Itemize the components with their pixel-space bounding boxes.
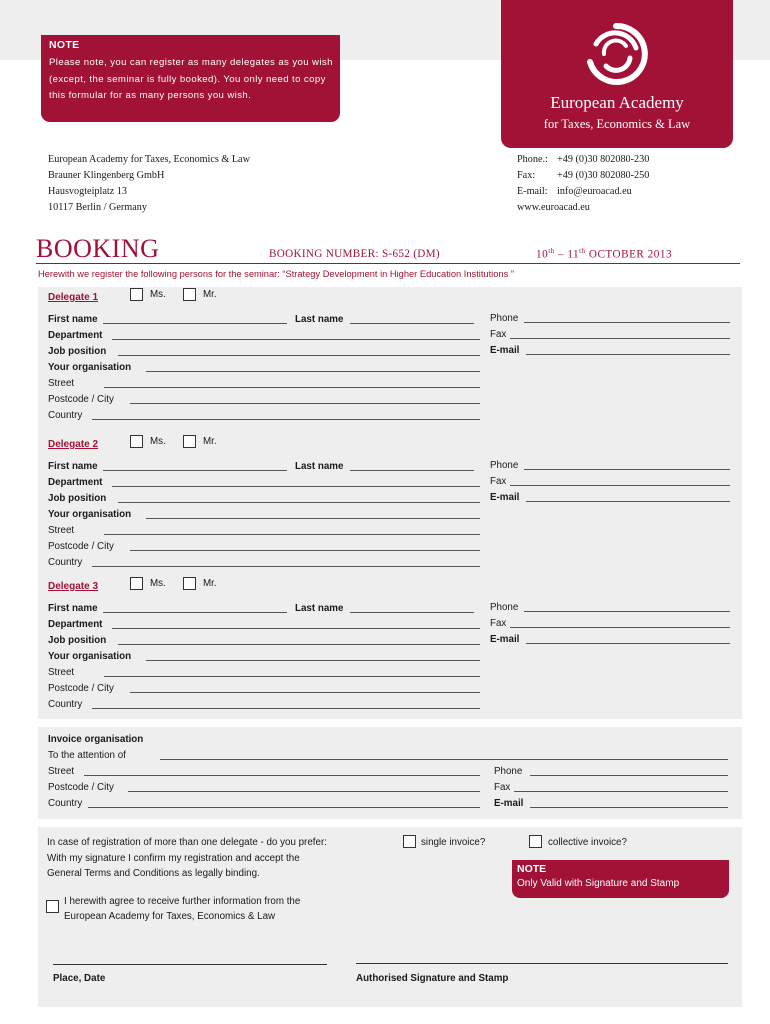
delegate-3-first-name-field[interactable] bbox=[103, 612, 287, 613]
invoice-street-field[interactable] bbox=[84, 775, 480, 776]
phone-label: Phone bbox=[490, 460, 519, 471]
email-label: E-mail bbox=[490, 345, 520, 356]
delegate-2-ms-checkbox[interactable] bbox=[130, 435, 143, 448]
single-invoice-checkbox[interactable] bbox=[403, 835, 416, 848]
ms-label: Ms. bbox=[150, 289, 166, 300]
your-organisation-label: Your organisation bbox=[48, 509, 132, 520]
email-label: E-mail: bbox=[517, 186, 548, 197]
booking-number: BOOKING NUMBER: S-652 (DM) bbox=[269, 248, 440, 260]
delegate-3-country-field[interactable] bbox=[92, 708, 480, 709]
intro-text: Herewith we register the following persons for the seminar: “Strategy Development in Higher Education Institutions ” bbox=[38, 269, 514, 279]
delegate-2-street-field[interactable] bbox=[104, 534, 480, 535]
address-line: Brauner Klingenberg GmbH bbox=[48, 170, 165, 181]
delegate-3-email-field[interactable] bbox=[526, 643, 730, 644]
signature-text-line1: With my signature I confirm my registration and accept the bbox=[47, 853, 300, 864]
place-date-field[interactable] bbox=[53, 964, 327, 965]
job-position-label: Job position bbox=[48, 346, 107, 357]
job-position-label: Job position bbox=[48, 635, 107, 646]
delegate-1-mr-checkbox[interactable] bbox=[183, 288, 196, 301]
delegate-1-country-field[interactable] bbox=[92, 419, 480, 420]
invoice-panel bbox=[38, 727, 742, 819]
fax-label: Fax bbox=[490, 476, 507, 487]
street-label: Street bbox=[48, 525, 75, 536]
invoice-phone-label: Phone bbox=[494, 766, 523, 777]
first-name-label: First name bbox=[48, 603, 98, 614]
delegate-3-mr-checkbox[interactable] bbox=[183, 577, 196, 590]
note-text: Please note, you can register as many delegates as you wish (except, the seminar is fully booked). You only need to copy this formular for as many persons you wish. bbox=[49, 57, 333, 101]
invoice-email-label: E-mail bbox=[494, 798, 524, 809]
last-name-label: Last name bbox=[295, 603, 344, 614]
delegate-1-last-name-field[interactable] bbox=[350, 323, 474, 324]
booking-title: BOOKING bbox=[36, 234, 160, 263]
postcode-city-label: Postcode / City bbox=[48, 541, 114, 552]
delegate-label-2: Delegate 2 bbox=[48, 439, 99, 450]
delegate-3-ms-checkbox[interactable] bbox=[130, 577, 143, 590]
mr-label: Mr. bbox=[203, 436, 217, 447]
place-date-label: Place, Date bbox=[53, 973, 106, 984]
mr-label: Mr. bbox=[203, 578, 217, 589]
signature-note bbox=[512, 860, 729, 898]
collective-invoice-label: collective invoice? bbox=[548, 837, 627, 848]
note-box bbox=[41, 35, 340, 122]
delegate-1-fax-field[interactable] bbox=[510, 338, 730, 339]
invoice-country-label: Country bbox=[48, 798, 83, 809]
phone-label: Phone bbox=[490, 602, 519, 613]
last-name-label: Last name bbox=[295, 314, 344, 325]
mr-label: Mr. bbox=[203, 289, 217, 300]
signature-text-line2: General Terms and Conditions as legally binding. bbox=[47, 868, 260, 879]
invoice-country-field[interactable] bbox=[88, 807, 480, 808]
delegate-1-first-name-field[interactable] bbox=[103, 323, 287, 324]
delegate-2-job-position-field[interactable] bbox=[118, 502, 480, 503]
department-label: Department bbox=[48, 477, 103, 488]
delegate-3-postcode-city-field[interactable] bbox=[130, 692, 480, 693]
your-organisation-label: Your organisation bbox=[48, 362, 132, 373]
delegate-3-your-organisation-field[interactable] bbox=[146, 660, 480, 661]
invoice-postcode-field[interactable] bbox=[128, 791, 480, 792]
address-line: Hausvogteiplatz 13 bbox=[48, 186, 127, 197]
delegate-2-your-organisation-field[interactable] bbox=[146, 518, 480, 519]
signature-note-text: Only Valid with Signature and Stamp bbox=[517, 878, 680, 889]
invoice-email-field[interactable] bbox=[530, 807, 728, 808]
country-label: Country bbox=[48, 410, 83, 421]
your-organisation-label: Your organisation bbox=[48, 651, 132, 662]
delegate-3-last-name-field[interactable] bbox=[350, 612, 474, 613]
delegate-3-fax-field[interactable] bbox=[510, 627, 730, 628]
country-label: Country bbox=[48, 557, 83, 568]
delegate-1-street-field[interactable] bbox=[104, 387, 480, 388]
collective-invoice-checkbox[interactable] bbox=[529, 835, 542, 848]
fax-label: Fax bbox=[490, 329, 507, 340]
street-label: Street bbox=[48, 667, 75, 678]
invoice-question: In case of registration of more than one delegate - do you prefer: bbox=[47, 837, 327, 848]
fax-label: Fax bbox=[490, 618, 507, 629]
delegate-3-phone-field[interactable] bbox=[524, 611, 730, 612]
delegate-1-ms-checkbox[interactable] bbox=[130, 288, 143, 301]
logo-subtitle: for Taxes, Economics & Law bbox=[543, 117, 691, 131]
street-label: Street bbox=[48, 378, 75, 389]
delegate-2-postcode-city-field[interactable] bbox=[130, 550, 480, 551]
delegate-3-department-field[interactable] bbox=[112, 628, 480, 629]
signature-label: Authorised Signature and Stamp bbox=[356, 973, 509, 984]
fax-label: Fax: bbox=[517, 170, 536, 181]
address-block bbox=[48, 152, 250, 216]
delegate-1-your-organisation-field[interactable] bbox=[146, 371, 480, 372]
delegate-1-postcode-city-field[interactable] bbox=[130, 403, 480, 404]
booking-date: 10th – 11th OCTOBER 2013 bbox=[536, 247, 673, 261]
delegate-2-mr-checkbox[interactable] bbox=[183, 435, 196, 448]
postcode-city-label: Postcode / City bbox=[48, 394, 114, 405]
agree-checkbox[interactable] bbox=[46, 900, 59, 913]
logo bbox=[501, 0, 733, 148]
swirl-icon bbox=[584, 22, 648, 86]
delegate-2-phone-field[interactable] bbox=[524, 469, 730, 470]
phone-label: Phone.: bbox=[517, 154, 548, 165]
delegate-1-phone-field[interactable] bbox=[524, 322, 730, 323]
email-label: E-mail bbox=[490, 634, 520, 645]
delegate-label-1: Delegate 1 bbox=[48, 292, 99, 303]
agree-text-line1: I herewith agree to receive further information from the bbox=[64, 896, 301, 907]
signature-field[interactable] bbox=[356, 963, 728, 964]
delegate-2-country-field[interactable] bbox=[92, 566, 480, 567]
delegate-1-department-field[interactable] bbox=[112, 339, 480, 340]
last-name-label: Last name bbox=[295, 461, 344, 472]
invoice-fax-field[interactable] bbox=[514, 791, 728, 792]
delegate-label-3: Delegate 3 bbox=[48, 581, 99, 592]
department-label: Department bbox=[48, 330, 103, 341]
delegate-2-last-name-field[interactable] bbox=[350, 470, 474, 471]
delegate-2-first-name-field[interactable] bbox=[103, 470, 287, 471]
invoice-fax-label: Fax bbox=[494, 782, 511, 793]
country-label: Country bbox=[48, 699, 83, 710]
delegate-2-department-field[interactable] bbox=[112, 486, 480, 487]
delegate-2-email-field[interactable] bbox=[526, 501, 730, 502]
signature-note-title: NOTE bbox=[517, 863, 547, 875]
email-value[interactable]: info@euroacad.eu bbox=[557, 186, 632, 197]
note-title: NOTE bbox=[49, 39, 80, 51]
invoice-attention-field[interactable] bbox=[160, 759, 728, 760]
first-name-label: First name bbox=[48, 314, 98, 325]
ms-label: Ms. bbox=[150, 578, 166, 589]
delegate-1-email-field[interactable] bbox=[526, 354, 730, 355]
invoice-attention-label: To the attention of bbox=[48, 750, 126, 761]
first-name-label: First name bbox=[48, 461, 98, 472]
invoice-street-label: Street bbox=[48, 766, 75, 777]
agree-text-line2: European Academy for Taxes, Economics & Law bbox=[64, 911, 276, 922]
email-label: E-mail bbox=[490, 492, 520, 503]
website[interactable]: www.euroacad.eu bbox=[517, 202, 590, 213]
delegate-3-street-field[interactable] bbox=[104, 676, 480, 677]
delegate-3-job-position-field[interactable] bbox=[118, 644, 480, 645]
department-label: Department bbox=[48, 619, 103, 630]
delegates-panel bbox=[38, 287, 742, 719]
fax-value: +49 (0)30 802080-250 bbox=[557, 170, 650, 181]
postcode-city-label: Postcode / City bbox=[48, 683, 114, 694]
phone-label: Phone bbox=[490, 313, 519, 324]
ms-label: Ms. bbox=[150, 436, 166, 447]
logo-name: European Academy bbox=[550, 93, 684, 112]
single-invoice-label: single invoice? bbox=[421, 837, 486, 848]
phone-value: +49 (0)30 802080-230 bbox=[557, 154, 650, 165]
invoice-postcode-label: Postcode / City bbox=[48, 782, 114, 793]
delegate-2-fax-field[interactable] bbox=[510, 485, 730, 486]
address-line: European Academy for Taxes, Economics & Law bbox=[48, 154, 250, 165]
contact-block bbox=[517, 152, 649, 216]
title-rule bbox=[36, 263, 740, 264]
invoice-phone-field[interactable] bbox=[530, 775, 728, 776]
invoice-title: Invoice organisation bbox=[48, 734, 144, 745]
address-line: 10117 Berlin / Germany bbox=[48, 202, 147, 213]
delegate-1-job-position-field[interactable] bbox=[118, 355, 480, 356]
job-position-label: Job position bbox=[48, 493, 107, 504]
